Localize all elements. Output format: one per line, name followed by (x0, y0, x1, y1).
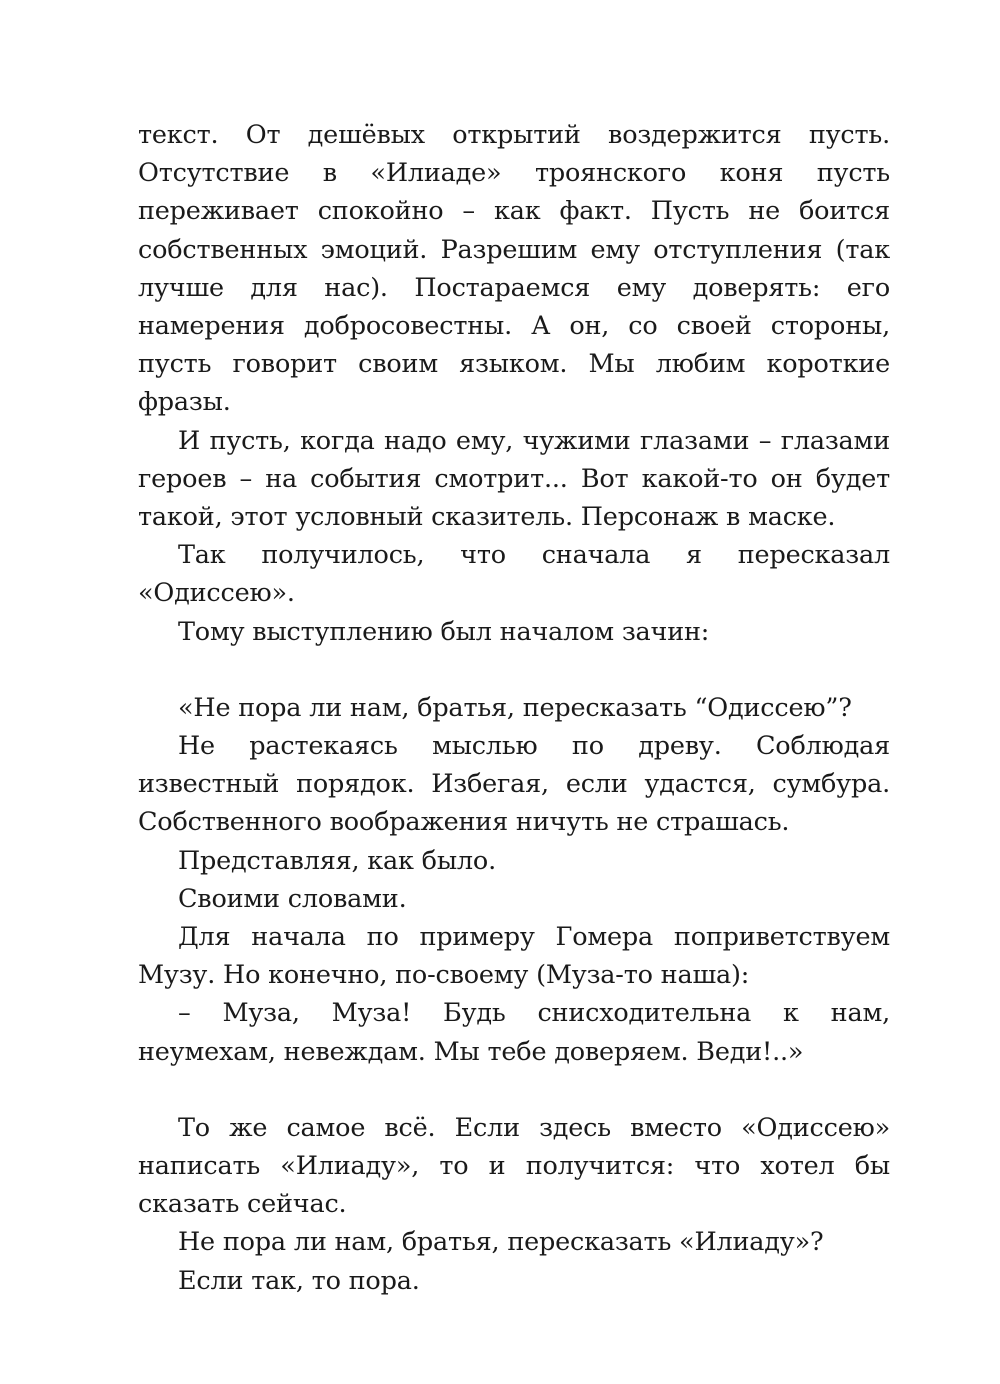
paragraph: Если так, то пора. (178, 1265, 420, 1296)
quote-paragraph: – Муза, Муза! Будь снисходительна к нам, неумехам, невеждам. Мы тебе доверяем. Веди!..» (138, 998, 890, 1067)
quote-paragraph: «Не пора ли нам, братья, пересказать “Одиссею”? (178, 692, 852, 723)
paragraph: И пусть, когда надо ему, чужими глазами – глазами героев – на события смотрит... Вот какой-то он будет такой, этот условный сказитель. Персонаж в маске. (138, 425, 890, 533)
page-text (138, 116, 890, 1300)
paragraph: Тому выступлению был началом зачин: (178, 616, 710, 647)
paragraph: То же самое всё. Если здесь вместо «Одиссею» написать «Илиаду», то и получится: что хотел бы сказать сейчас. (138, 1112, 890, 1220)
quote-paragraph: Своими словами. (178, 883, 407, 914)
section-gap (138, 1071, 890, 1109)
quote-paragraph: Представляя, как было. (178, 845, 496, 876)
quote-paragraph: Для начала по примеру Гомера поприветствуем Музу. Но конечно, по-своему (Муза-то наша): (138, 922, 890, 991)
quote-paragraph: Не растекаясь мыслью по древу. Соблюдая известный порядок. Избегая, если удастся, сумбура. Собственного воображения ничуть не страшась. (138, 731, 890, 838)
paragraph: Так получилось, что сначала я пересказал «Одиссею». (138, 540, 890, 609)
section-gap (138, 651, 890, 689)
paragraph: текст. От дешёвых открытий воздержится пусть. Отсутствие в «Илиаде» троянского коня пусть переживает спокойно – как факт. Пусть не боится собственных эмоций. Разрешим ему отступления (так лучше для нас). Постараемся ему доверять: его намерения добросовестны. А он, со своей стороны, пусть говорит своим языком. Мы любим короткие фразы. (138, 120, 890, 418)
paragraph: Не пора ли нам, братья, пересказать «Илиаду»? (178, 1227, 824, 1258)
